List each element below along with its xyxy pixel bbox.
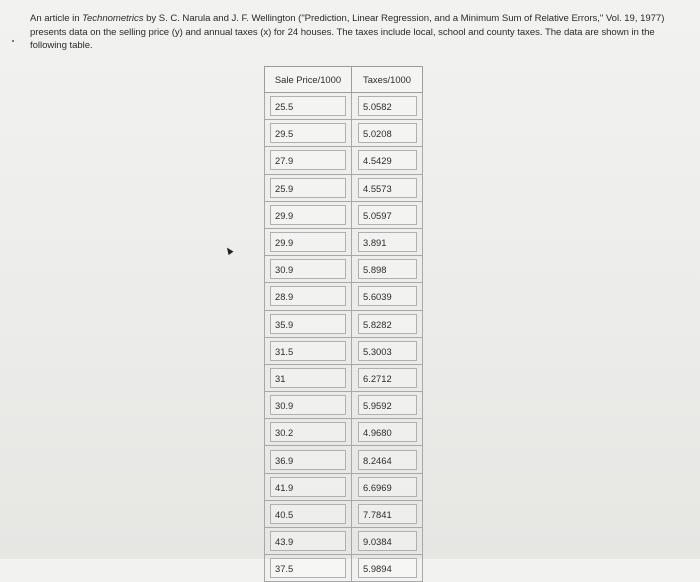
sale-price-cell[interactable] (265, 201, 352, 228)
sale-price-value: 40.5 (270, 504, 346, 524)
taxes-cell[interactable] (352, 147, 423, 174)
sale-price-value: 25.5 (270, 96, 346, 116)
sale-price-value: 29.9 (270, 205, 346, 225)
taxes-value: 5.8282 (358, 314, 417, 334)
intro-text-rest: by S. C. Narula and J. F. Wellington ("Prediction, Linear Regression, and a Minimum Sum of Relative Errors," Vol. 19, 1977) presents data on the selling price (y) and annual taxes (x) for 24 houses. The taxes include local, school and county taxes. The data are shown in the following table. (30, 13, 665, 51)
table-body (265, 93, 423, 582)
table-row (265, 120, 423, 147)
table-row (265, 283, 423, 310)
sale-price-value: 27.9 (270, 150, 346, 170)
sale-price-value: 30.9 (270, 259, 346, 279)
sale-price-value: 29.5 (270, 123, 346, 143)
sale-price-cell[interactable] (265, 419, 352, 446)
taxes-cell[interactable] (352, 337, 423, 364)
table-row (265, 256, 423, 283)
journal-name: Technometrics (82, 13, 144, 24)
taxes-value: 5.9592 (358, 395, 417, 415)
taxes-value: 5.3003 (358, 341, 417, 361)
sale-price-cell[interactable] (265, 174, 352, 201)
sale-price-cell[interactable] (265, 310, 352, 337)
taxes-value: 6.2712 (358, 368, 417, 388)
taxes-value: 5.9894 (358, 558, 417, 578)
taxes-value: 5.898 (358, 259, 417, 279)
taxes-value: 5.0582 (358, 96, 417, 116)
sale-price-cell[interactable] (265, 446, 352, 473)
sale-price-value: 30.2 (270, 422, 346, 442)
table-row (265, 364, 423, 391)
taxes-cell[interactable] (352, 310, 423, 337)
sale-price-value: 41.9 (270, 477, 346, 497)
sale-price-cell[interactable] (265, 228, 352, 255)
sale-price-cell[interactable] (265, 337, 352, 364)
sale-price-cell[interactable] (265, 283, 352, 310)
taxes-value: 5.0597 (358, 205, 417, 225)
table-row (265, 174, 423, 201)
taxes-value: 4.5573 (358, 178, 417, 198)
taxes-cell[interactable] (352, 500, 423, 527)
taxes-value: 4.5429 (358, 150, 417, 170)
sale-price-cell[interactable] (265, 120, 352, 147)
table-row (265, 147, 423, 174)
taxes-value: 4.9680 (358, 422, 417, 442)
sale-price-cell[interactable] (265, 147, 352, 174)
table-row (265, 500, 423, 527)
problem-description (30, 12, 670, 53)
taxes-cell[interactable] (352, 256, 423, 283)
table-header-row (265, 67, 423, 93)
table-row (265, 201, 423, 228)
taxes-value: 9.0384 (358, 531, 417, 551)
taxes-cell[interactable] (352, 228, 423, 255)
sale-price-cell[interactable] (265, 528, 352, 555)
mouse-cursor-icon (225, 246, 234, 255)
header-taxes: Taxes/1000 (352, 67, 423, 93)
header-sale-price: Sale Price/1000 (265, 67, 352, 93)
sale-price-value: 43.9 (270, 531, 346, 551)
taxes-cell[interactable] (352, 473, 423, 500)
sale-price-value: 35.9 (270, 314, 346, 334)
taxes-value: 5.6039 (358, 286, 417, 306)
sale-price-value: 31.5 (270, 341, 346, 361)
table-row (265, 310, 423, 337)
taxes-value: 8.2464 (358, 450, 417, 470)
taxes-cell[interactable] (352, 93, 423, 120)
sale-price-value: 28.9 (270, 286, 346, 306)
sale-price-cell[interactable] (265, 93, 352, 120)
taxes-cell[interactable] (352, 364, 423, 391)
taxes-value: 6.6969 (358, 477, 417, 497)
sale-price-cell[interactable] (265, 364, 352, 391)
taxes-cell[interactable] (352, 120, 423, 147)
table-row (265, 337, 423, 364)
table-row (265, 528, 423, 555)
sale-price-cell[interactable] (265, 473, 352, 500)
table-row (265, 473, 423, 500)
table-row (265, 419, 423, 446)
sale-price-value: 36.9 (270, 450, 346, 470)
taxes-cell[interactable] (352, 392, 423, 419)
sale-price-value: 31 (270, 368, 346, 388)
taxes-cell[interactable] (352, 283, 423, 310)
sale-price-cell[interactable] (265, 256, 352, 283)
sale-price-value: 25.9 (270, 178, 346, 198)
taxes-value: 3.891 (358, 232, 417, 252)
table-row (265, 93, 423, 120)
taxes-cell[interactable] (352, 174, 423, 201)
house-data-table (264, 66, 423, 582)
dust-speck (12, 40, 14, 42)
taxes-cell[interactable] (352, 528, 423, 555)
taxes-cell[interactable] (352, 201, 423, 228)
table-row (265, 446, 423, 473)
taxes-cell[interactable] (352, 446, 423, 473)
taxes-value: 7.7841 (358, 504, 417, 524)
sale-price-value: 37.5 (270, 558, 346, 578)
sale-price-cell[interactable] (265, 500, 352, 527)
table-row (265, 392, 423, 419)
sale-price-cell[interactable] (265, 392, 352, 419)
taxes-value: 5.0208 (358, 123, 417, 143)
sale-price-value: 29.9 (270, 232, 346, 252)
taxes-cell[interactable] (352, 419, 423, 446)
sale-price-value: 30.9 (270, 395, 346, 415)
intro-text-start: An article in (30, 13, 83, 24)
table-row (265, 228, 423, 255)
